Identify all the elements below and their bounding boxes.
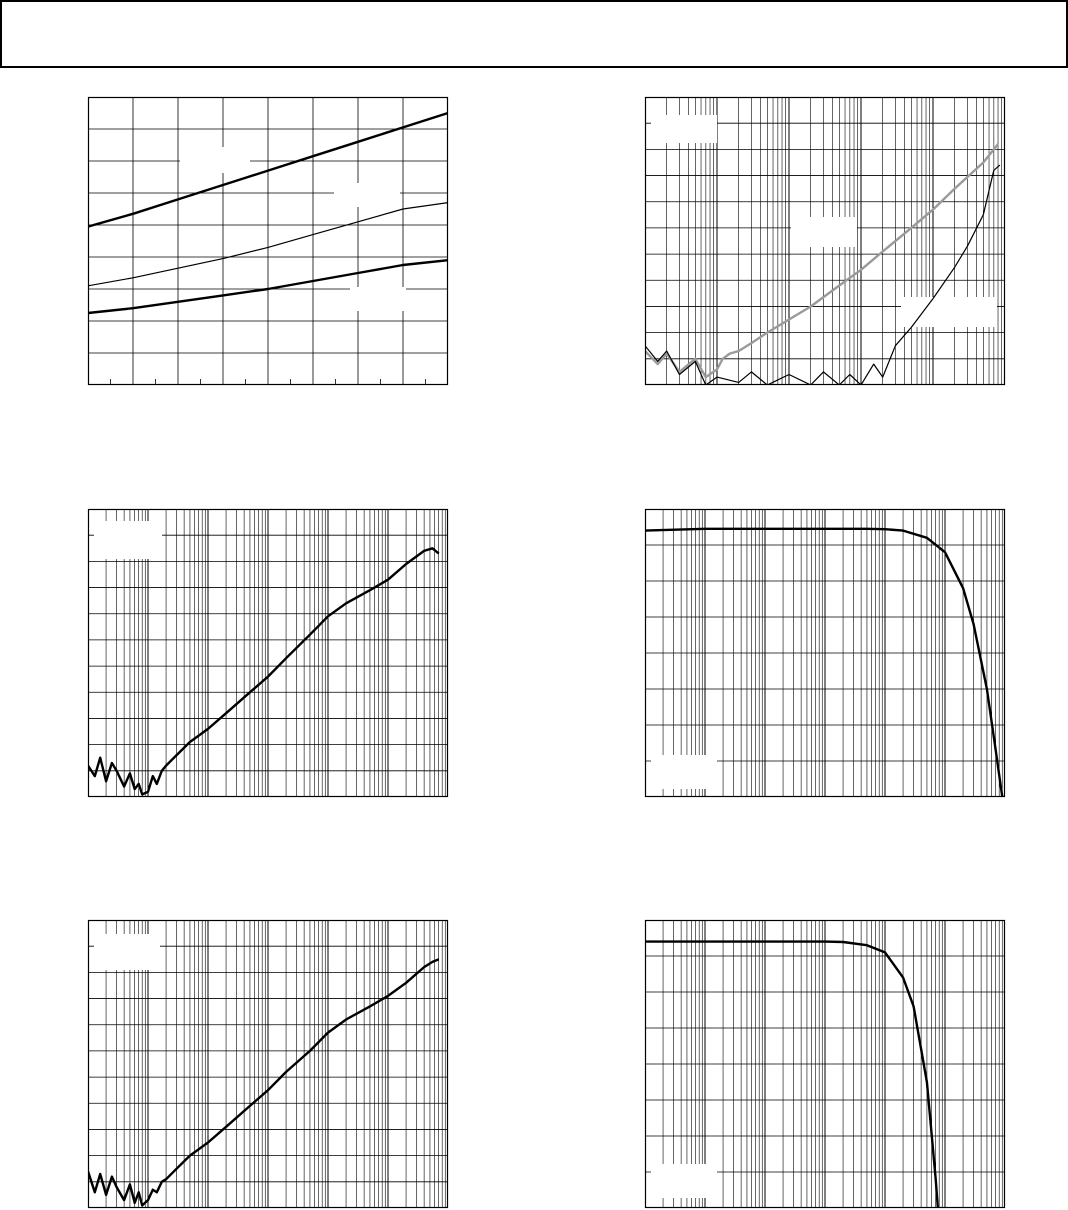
label-box-background <box>94 934 160 970</box>
series-label-box <box>350 287 406 311</box>
label-box-background <box>94 521 162 559</box>
series-label-box <box>651 1164 717 1198</box>
label-box-background <box>791 217 857 247</box>
chart-top-right <box>645 97 1005 385</box>
series-line-0 <box>88 959 439 1205</box>
series-line-0 <box>645 144 998 377</box>
series-label-box <box>791 217 857 247</box>
label-box-background <box>334 183 400 207</box>
chart-bottom-left <box>88 920 448 1208</box>
header-bar <box>0 0 1068 68</box>
series-group <box>645 144 1000 385</box>
label-box-background <box>651 115 717 143</box>
series-label-box <box>651 755 717 789</box>
chart-bottom-right <box>645 920 1005 1208</box>
series-label-box <box>94 934 160 970</box>
series-line-1 <box>645 165 1000 385</box>
series-line-0 <box>88 548 439 794</box>
series-label-box <box>334 183 400 207</box>
series-label-box <box>180 147 250 173</box>
chart-middle-right <box>645 509 1005 797</box>
chart-top-left <box>88 97 448 385</box>
series-label-box <box>94 521 162 559</box>
series-group <box>88 959 439 1205</box>
series-label-box <box>651 115 717 143</box>
label-box-background <box>350 287 406 311</box>
label-box-background <box>651 755 717 789</box>
chart-middle-left <box>88 509 448 797</box>
series-group <box>88 548 439 794</box>
label-box-background <box>651 1164 717 1198</box>
grid <box>645 509 1005 797</box>
grid <box>88 97 448 385</box>
label-box-background <box>180 147 250 173</box>
